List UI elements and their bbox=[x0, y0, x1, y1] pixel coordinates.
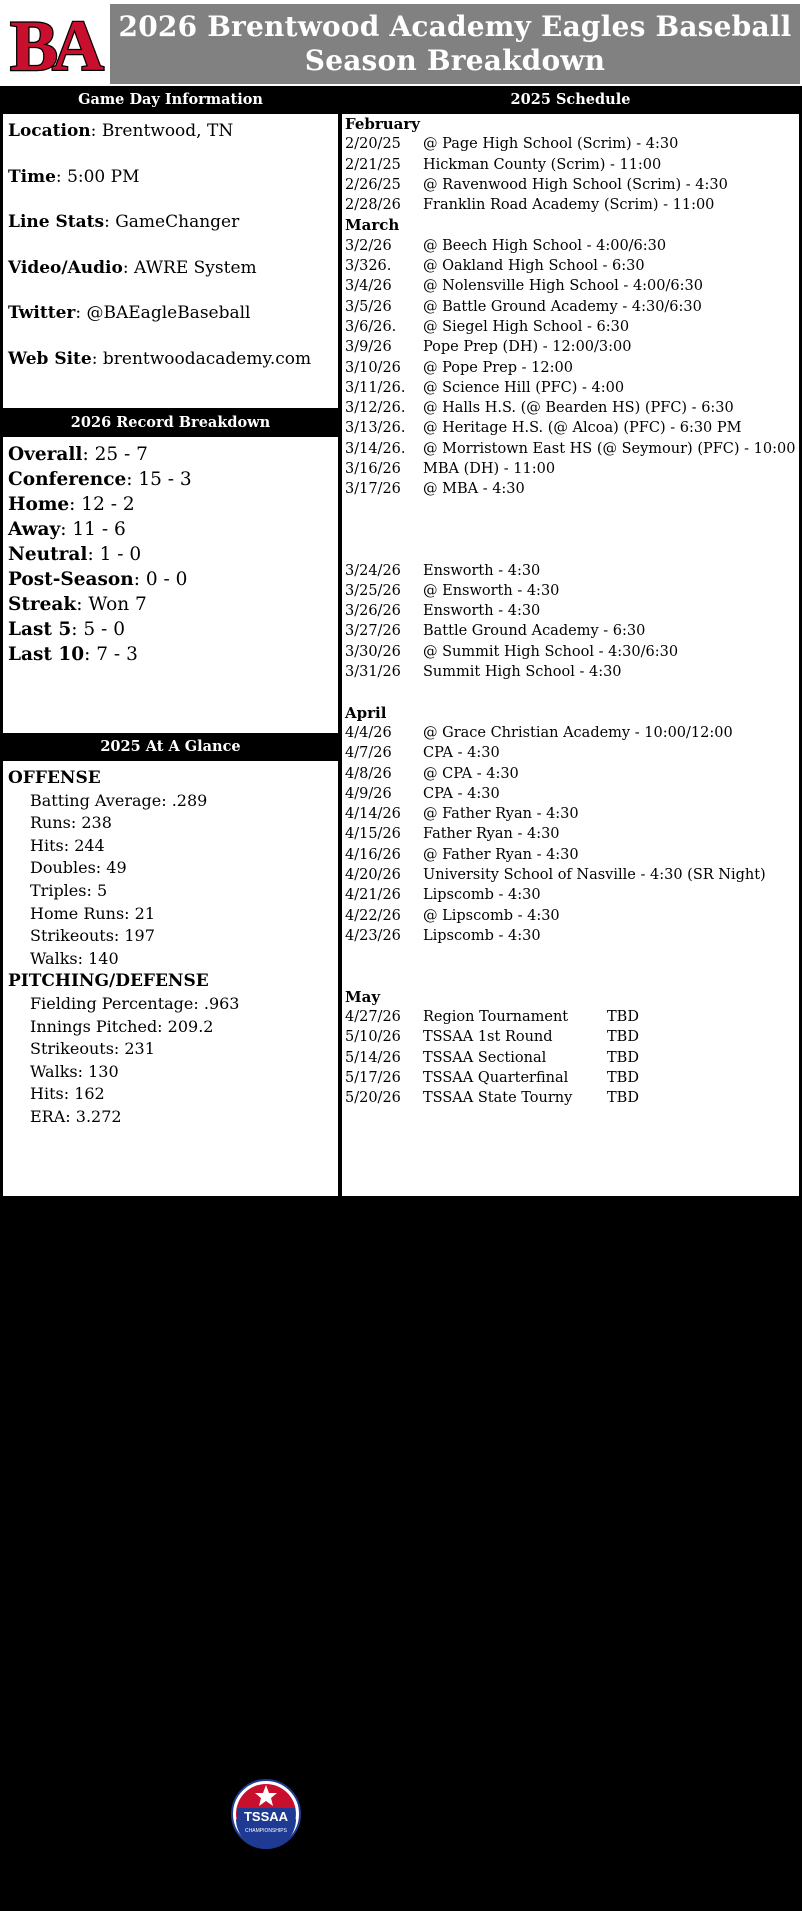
offense-stats bbox=[8, 790, 338, 971]
month-march: March bbox=[345, 216, 400, 235]
game-opponent: @ Summit High School - 4:30/6:30 bbox=[423, 643, 679, 660]
record-value: 25 - 7 bbox=[94, 444, 148, 465]
game-opponent: @ Grace Christian Academy - 10:00/12:00 bbox=[423, 724, 733, 741]
game-date: 4/14/26 bbox=[345, 806, 401, 823]
stat-row: Triples: 5 bbox=[30, 880, 108, 900]
record-row: Home: 12 - 2 bbox=[8, 494, 135, 515]
record-row: Conference: 15 - 3 bbox=[8, 469, 192, 490]
game-day-label: Time bbox=[8, 166, 56, 187]
game-date: 3/27/26 bbox=[345, 623, 401, 640]
game-date: 3/26/26 bbox=[345, 603, 401, 620]
month-february: February bbox=[345, 115, 421, 133]
may-games bbox=[345, 1007, 799, 1108]
game-row bbox=[345, 804, 799, 824]
game-date: 4/22/26 bbox=[345, 907, 401, 924]
game-date: 4/20/26 bbox=[345, 866, 401, 883]
game-day-value: 5:00 PM bbox=[67, 166, 140, 187]
game-date: 4/21/26 bbox=[345, 887, 401, 904]
game-date: 2/28/26 bbox=[345, 197, 401, 214]
game-row bbox=[345, 581, 799, 601]
defense-stats bbox=[8, 993, 338, 1129]
game-day-value: Brentwood, TN bbox=[101, 121, 234, 141]
february-games bbox=[345, 134, 799, 215]
schedule-list bbox=[342, 114, 799, 1109]
game-date: 3/17/26 bbox=[345, 481, 401, 498]
game-row bbox=[345, 621, 799, 641]
schedule-heading: 2025 Schedule bbox=[342, 86, 799, 114]
ba-logo-icon bbox=[3, 4, 105, 84]
game-day-row: Twitter: @BAEagleBaseball bbox=[8, 303, 251, 323]
game-day-row: Line Stats: GameChanger bbox=[8, 212, 240, 232]
game-opponent: CPA - 4:30 bbox=[423, 785, 500, 802]
game-row bbox=[345, 1027, 799, 1047]
glance-list bbox=[3, 761, 338, 1129]
game-opponent: @ Heritage H.S. (@ Alcoa) (PFC) - 6:30 PM bbox=[423, 420, 742, 437]
record-row: Overall: 25 - 7 bbox=[8, 444, 148, 465]
page-title: 2026 Brentwood Academy Eagles Baseball bbox=[118, 10, 792, 43]
game-time: TBD bbox=[607, 1049, 639, 1066]
game-row bbox=[345, 601, 799, 621]
game-opponent: @ Nolensville High School - 4:00/6:30 bbox=[423, 278, 703, 295]
game-time: TBD bbox=[607, 1090, 639, 1107]
record-row: Post-Season: 0 - 0 bbox=[8, 569, 188, 590]
game-row bbox=[345, 824, 799, 844]
game-day-list bbox=[3, 114, 338, 393]
game-opponent: MBA (DH) - 11:00 bbox=[423, 461, 556, 478]
month-april: April bbox=[345, 703, 387, 722]
glance-heading: 2025 At A Glance bbox=[3, 733, 338, 761]
game-row bbox=[345, 479, 799, 499]
game-day-row: Web Site: brentwoodacademy.com bbox=[8, 348, 312, 369]
game-date: 5/14/26 bbox=[345, 1049, 401, 1066]
game-day-heading: Game Day Information bbox=[3, 86, 338, 114]
game-row bbox=[345, 1007, 799, 1027]
stat-row: Innings Pitched: 209.2 bbox=[30, 1016, 214, 1036]
record-list bbox=[3, 437, 338, 667]
game-opponent: @ CPA - 4:30 bbox=[423, 765, 519, 782]
game-date: 4/27/26 bbox=[345, 1009, 401, 1026]
game-opponent: @ MBA - 4:30 bbox=[423, 481, 525, 498]
game-day-row: Time: 5:00 PM bbox=[8, 166, 140, 187]
record-label: Last 5 bbox=[8, 619, 72, 640]
stat-row: Doubles: 49 bbox=[30, 858, 127, 878]
game-opponent: @ Science Hill (PFC) - 4:00 bbox=[423, 379, 625, 396]
stat-row: Walks: 130 bbox=[30, 1061, 119, 1081]
game-row bbox=[345, 297, 799, 317]
game-row bbox=[345, 378, 799, 398]
game-date: 3/5/26 bbox=[345, 298, 392, 315]
game-row bbox=[345, 662, 799, 682]
march-games-late bbox=[345, 561, 799, 683]
game-opponent: @ Lipscomb - 4:30 bbox=[423, 907, 560, 924]
game-opponent: @ Father Ryan - 4:30 bbox=[423, 806, 579, 823]
game-row bbox=[345, 1088, 799, 1108]
record-value: 7 - 3 bbox=[96, 644, 138, 665]
record-value: 0 - 0 bbox=[145, 569, 188, 590]
game-row bbox=[345, 439, 799, 459]
game-row bbox=[345, 459, 799, 479]
game-opponent: University School of Nasville - 4:30 (SR Night) bbox=[423, 866, 766, 883]
game-opponent: TSSAA Sectional bbox=[423, 1049, 547, 1066]
game-row bbox=[345, 1048, 799, 1068]
tssaa-subtext: CHAMPIONSHIPS bbox=[245, 1828, 287, 1834]
record-label: Overall bbox=[8, 444, 83, 465]
game-day-row: Video/Audio: AWRE System bbox=[8, 257, 257, 278]
page-subtitle: Season Breakdown bbox=[304, 44, 606, 77]
game-date: 5/10/26 bbox=[345, 1029, 401, 1046]
game-opponent: @ Ravenwood High School (Scrim) - 4:30 bbox=[423, 176, 728, 193]
record-label: Conference bbox=[8, 469, 127, 490]
game-row bbox=[345, 885, 799, 905]
game-row bbox=[345, 134, 799, 154]
game-date: 4/4/26 bbox=[345, 724, 392, 741]
game-date: 4/9/26 bbox=[345, 785, 392, 802]
game-date: 3/14/26. bbox=[345, 440, 406, 457]
game-row bbox=[345, 561, 799, 581]
game-opponent: Father Ryan - 4:30 bbox=[423, 826, 560, 843]
game-row bbox=[345, 256, 799, 276]
stat-row: Runs: 238 bbox=[30, 813, 112, 833]
game-date: 5/17/26 bbox=[345, 1069, 401, 1086]
game-row bbox=[345, 845, 799, 865]
april-games bbox=[345, 723, 799, 946]
stat-row: Walks: 140 bbox=[30, 948, 119, 968]
logo-text: BA bbox=[9, 6, 99, 84]
game-date: 3/9/26 bbox=[345, 339, 392, 356]
record-value: Won 7 bbox=[88, 594, 147, 615]
game-date: 3/10/26 bbox=[345, 359, 401, 376]
record-label: Neutral bbox=[8, 544, 88, 565]
game-date: 5/20/26 bbox=[345, 1090, 401, 1107]
game-opponent: Lipscomb - 4:30 bbox=[423, 887, 541, 904]
game-time: TBD bbox=[607, 1069, 639, 1086]
game-day-label: Video/Audio bbox=[8, 257, 123, 278]
record-row: Last 5: 5 - 0 bbox=[8, 619, 125, 640]
game-day-value: brentwoodacademy.com bbox=[102, 348, 312, 369]
game-opponent: CPA - 4:30 bbox=[423, 745, 500, 762]
record-label: Post-Season bbox=[8, 569, 134, 590]
record-value: 5 - 0 bbox=[83, 619, 125, 640]
game-date: 3/31/26 bbox=[345, 664, 401, 681]
game-opponent: @ Pope Prep - 12:00 bbox=[423, 359, 573, 376]
stat-row: ERA: 3.272 bbox=[30, 1106, 122, 1126]
game-row bbox=[345, 175, 799, 195]
game-opponent: @ Battle Ground Academy - 4:30/6:30 bbox=[423, 298, 702, 315]
game-opponent: @ Beech High School - 4:00/6:30 bbox=[423, 237, 667, 254]
game-day-panel bbox=[3, 86, 338, 408]
game-opponent: Ensworth - 4:30 bbox=[423, 603, 541, 620]
game-date: 3/25/26 bbox=[345, 582, 401, 599]
game-opponent: Franklin Road Academy (Scrim) - 11:00 bbox=[423, 197, 715, 214]
game-opponent: Lipscomb - 4:30 bbox=[423, 927, 541, 944]
record-heading: 2026 Record Breakdown bbox=[3, 409, 338, 437]
game-date: 3/13/26. bbox=[345, 420, 406, 437]
game-opponent: TSSAA 1st Round bbox=[423, 1029, 553, 1046]
game-opponent: Ensworth - 4:30 bbox=[423, 562, 541, 579]
game-day-label: Location bbox=[8, 121, 91, 141]
tssaa-text: TSSAA bbox=[243, 1809, 289, 1824]
game-date: 2/26/25 bbox=[345, 176, 401, 193]
game-opponent: @ Ensworth - 4:30 bbox=[423, 582, 560, 599]
game-day-label: Line Stats bbox=[8, 212, 105, 232]
schedule-panel bbox=[342, 86, 799, 1196]
record-row: Away: 11 - 6 bbox=[8, 519, 126, 540]
stat-row: Batting Average: .289 bbox=[30, 790, 208, 810]
game-opponent: TSSAA State Tourny bbox=[423, 1090, 573, 1107]
game-date: 3/30/26 bbox=[345, 643, 401, 660]
game-date: 3/4/26 bbox=[345, 278, 392, 295]
game-date: 3/326. bbox=[345, 258, 392, 275]
record-row: Neutral: 1 - 0 bbox=[8, 544, 142, 565]
record-value: 1 - 0 bbox=[99, 544, 142, 565]
game-date: 4/16/26 bbox=[345, 846, 401, 863]
stat-row: Hits: 162 bbox=[30, 1084, 105, 1104]
record-value: 12 - 2 bbox=[81, 494, 135, 515]
game-opponent: @ Morristown East HS (@ Seymour) (PFC) - 10:00 bbox=[423, 440, 796, 457]
game-opponent: Battle Ground Academy - 6:30 bbox=[423, 623, 646, 640]
game-opponent: @ Page High School (Scrim) - 4:30 bbox=[423, 136, 679, 153]
game-opponent: TSSAA Quarterfinal bbox=[423, 1069, 569, 1086]
stat-row: Strikeouts: 231 bbox=[30, 1039, 155, 1059]
month-may: May bbox=[345, 987, 381, 1006]
record-label: Streak bbox=[8, 594, 77, 615]
game-opponent: Hickman County (Scrim) - 11:00 bbox=[423, 156, 662, 173]
game-opponent: Summit High School - 4:30 bbox=[423, 664, 622, 681]
game-date: 4/23/26 bbox=[345, 927, 401, 944]
game-day-label: Twitter bbox=[8, 303, 76, 323]
stat-row: Hits: 244 bbox=[30, 835, 105, 855]
march-games bbox=[345, 236, 799, 500]
game-opponent: Region Tournament bbox=[423, 1009, 569, 1026]
game-row bbox=[345, 926, 799, 946]
game-date: 2/21/25 bbox=[345, 156, 401, 173]
game-row bbox=[345, 723, 799, 743]
game-row bbox=[345, 358, 799, 378]
game-row bbox=[345, 236, 799, 256]
game-day-value: AWRE System bbox=[133, 257, 257, 278]
game-row bbox=[345, 418, 799, 438]
game-date: 3/24/26 bbox=[345, 562, 401, 579]
record-value: 11 - 6 bbox=[72, 519, 126, 540]
header bbox=[0, 0, 802, 86]
stat-row: Fielding Percentage: .963 bbox=[30, 993, 240, 1013]
game-day-value: @BAEagleBaseball bbox=[86, 303, 251, 323]
game-row bbox=[345, 764, 799, 784]
game-row bbox=[345, 865, 799, 885]
game-date: 4/15/26 bbox=[345, 826, 401, 843]
record-panel bbox=[3, 409, 338, 733]
game-date: 4/8/26 bbox=[345, 765, 392, 782]
game-opponent: @ Father Ryan - 4:30 bbox=[423, 846, 579, 863]
game-row bbox=[345, 337, 799, 357]
game-row bbox=[345, 398, 799, 418]
defense-title: PITCHING/DEFENSE bbox=[8, 971, 209, 992]
game-date: 3/16/26 bbox=[345, 461, 401, 478]
game-time: TBD bbox=[607, 1009, 639, 1026]
game-date: 3/11/26. bbox=[345, 379, 406, 396]
game-date: 3/6/26. bbox=[345, 318, 397, 335]
game-time: TBD bbox=[607, 1029, 639, 1046]
stat-row: Home Runs: 21 bbox=[30, 903, 156, 923]
offense-title: OFFENSE bbox=[8, 768, 101, 788]
game-row bbox=[345, 155, 799, 175]
game-opponent: Pope Prep (DH) - 12:00/3:00 bbox=[423, 339, 632, 356]
game-row bbox=[345, 906, 799, 926]
game-opponent: @ Oakland High School - 6:30 bbox=[423, 258, 645, 275]
record-label: Away bbox=[8, 519, 61, 540]
game-opponent: @ Siegel High School - 6:30 bbox=[423, 318, 630, 335]
game-date: 3/2/26 bbox=[345, 237, 392, 254]
glance-panel bbox=[3, 733, 338, 1834]
game-date: 2/20/25 bbox=[345, 136, 401, 153]
game-date: 4/7/26 bbox=[345, 745, 392, 762]
game-day-row: Location: Brentwood, TN bbox=[8, 121, 234, 141]
game-row bbox=[345, 195, 799, 215]
record-label: Home bbox=[8, 494, 70, 515]
game-row bbox=[345, 642, 799, 662]
game-day-label: Web Site bbox=[8, 348, 92, 369]
stat-row: Strikeouts: 197 bbox=[30, 926, 155, 946]
game-row bbox=[345, 276, 799, 296]
tssaa-logo-icon bbox=[231, 1779, 301, 1849]
game-date: 3/12/26. bbox=[345, 400, 406, 417]
record-label: Last 10 bbox=[8, 644, 85, 665]
game-row bbox=[345, 1068, 799, 1088]
game-day-value: GameChanger bbox=[115, 212, 240, 232]
record-row: Streak: Won 7 bbox=[8, 594, 147, 615]
game-opponent: @ Halls H.S. (@ Bearden HS) (PFC) - 6:30 bbox=[423, 400, 734, 417]
game-row bbox=[345, 317, 799, 337]
record-row: Last 10: 7 - 3 bbox=[8, 644, 138, 665]
nike-swoosh-icon bbox=[223, 1869, 329, 1911]
game-row bbox=[345, 784, 799, 804]
title-banner bbox=[110, 4, 800, 84]
record-value: 15 - 3 bbox=[138, 469, 192, 490]
game-row bbox=[345, 743, 799, 763]
ba-logo bbox=[3, 4, 105, 84]
